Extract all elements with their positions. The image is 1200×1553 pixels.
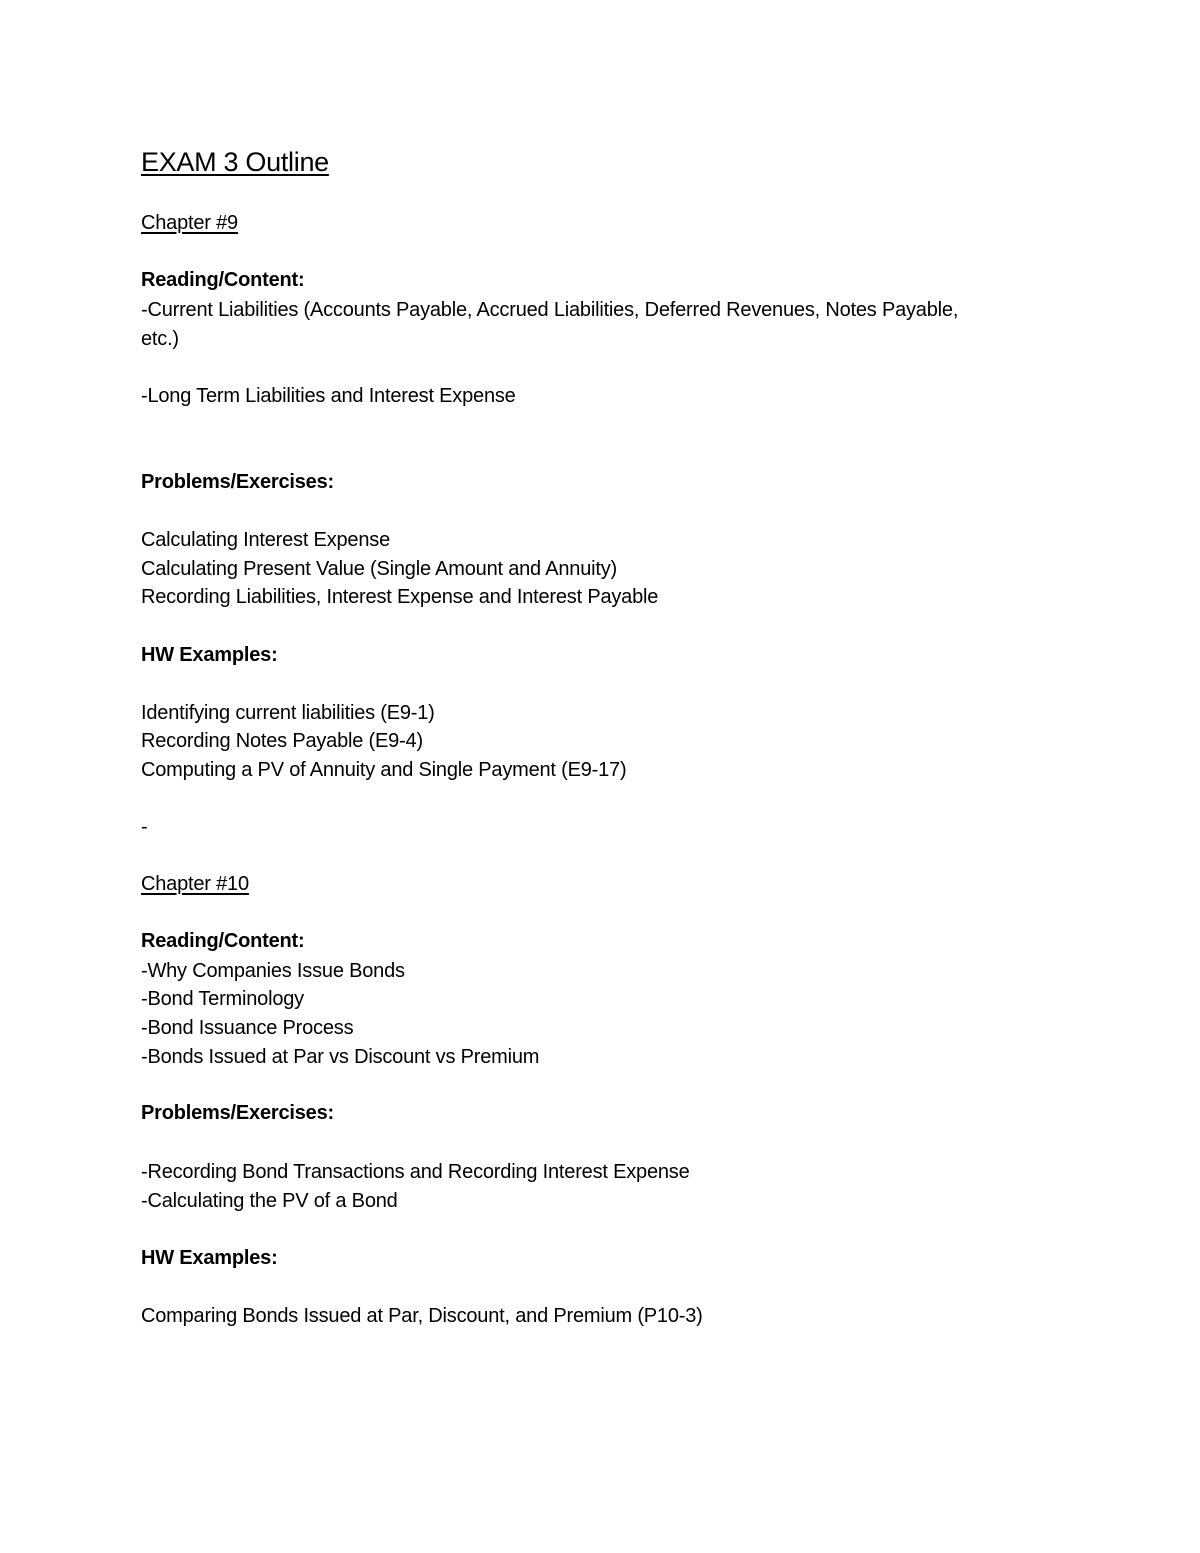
chapter-9-heading: Chapter #9 bbox=[141, 212, 238, 234]
chapter-9-hw-label: HW Examples: bbox=[141, 644, 278, 666]
chapter-10-reading-item: -Why Companies Issue Bonds bbox=[141, 960, 405, 982]
chapter-9-reading-line: -Current Liabilities (Accounts Payable, Accrued Liabilities, Deferred Revenues, Notes Payable, bbox=[141, 299, 959, 321]
chapter-9-problem-item: Recording Liabilities, Interest Expense and Interest Payable bbox=[141, 586, 659, 608]
chapter-9-problems-label: Problems/Exercises: bbox=[141, 471, 334, 493]
chapter-10-hw-item: Comparing Bonds Issued at Par, Discount, and Premium (P10-3) bbox=[141, 1305, 703, 1327]
chapter-9-problem-item: Calculating Present Value (Single Amount and Annuity) bbox=[141, 558, 617, 580]
chapter-10-heading: Chapter #10 bbox=[141, 873, 249, 895]
chapter-9-problem-item: Calculating Interest Expense bbox=[141, 529, 390, 551]
chapter-10-hw-label: HW Examples: bbox=[141, 1247, 278, 1269]
chapter-9-reading-line: etc.) bbox=[141, 328, 179, 350]
chapter-9-hw-item: Computing a PV of Annuity and Single Payment (E9-17) bbox=[141, 759, 627, 781]
chapter-10-reading-item: -Bonds Issued at Par vs Discount vs Premium bbox=[141, 1046, 540, 1068]
chapter-9-reading-line: -Long Term Liabilities and Interest Expense bbox=[141, 385, 516, 407]
chapter-9-reading-label: Reading/Content: bbox=[141, 269, 305, 291]
chapter-10-problem-item: -Recording Bond Transactions and Recording Interest Expense bbox=[141, 1161, 690, 1183]
chapter-9-hw-item: Identifying current liabilities (E9-1) bbox=[141, 702, 435, 724]
chapter-10-reading-item: -Bond Terminology bbox=[141, 988, 304, 1010]
chapter-9-hw-item: Recording Notes Payable (E9-4) bbox=[141, 730, 423, 752]
chapter-10-reading-label: Reading/Content: bbox=[141, 930, 305, 952]
chapter-10-reading-item: -Bond Issuance Process bbox=[141, 1017, 354, 1039]
page-title: EXAM 3 Outline bbox=[141, 147, 329, 177]
chapter-9-dash: - bbox=[141, 816, 148, 838]
chapter-10-problems-label: Problems/Exercises: bbox=[141, 1102, 334, 1124]
chapter-10-problem-item: -Calculating the PV of a Bond bbox=[141, 1190, 398, 1212]
